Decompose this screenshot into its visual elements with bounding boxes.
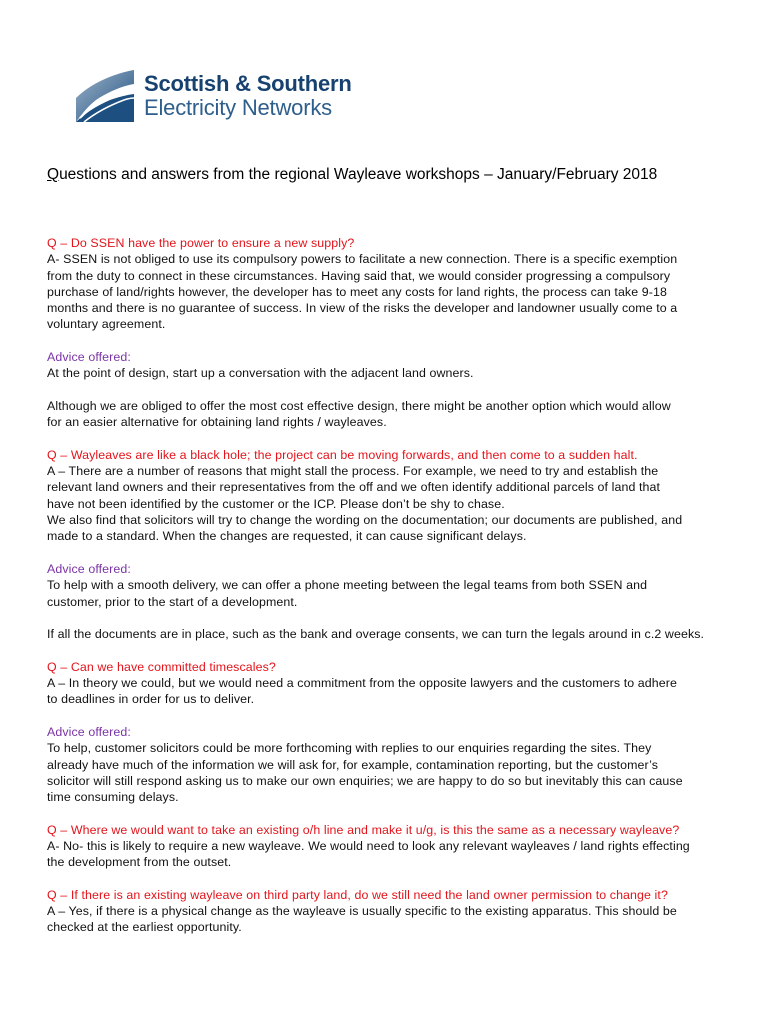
logo-line-2: Electricity Networks <box>144 95 332 120</box>
advice-line: To help with a smooth delivery, we can offer a phone meeting between the legal teams from both SSEN and <box>47 578 648 593</box>
ssen-logo <box>74 68 374 126</box>
answer-line: relevant land owners and their representatives from the off and we often identify additional parcels of land that <box>47 480 661 495</box>
advice-heading: Advice offered: <box>47 350 131 365</box>
qa-section <box>47 659 722 806</box>
question-heading: Q – Can we have committed timescales? <box>47 659 276 674</box>
question-heading: Q – If there is an existing wayleave on third party land, do we still need the land owner permission to change it? <box>47 887 668 902</box>
qa-content <box>47 235 722 936</box>
advice-line: Although we are obliged to offer the most cost effective design, there might be another option which would allow <box>47 398 671 413</box>
ssen-wave-logo-icon <box>74 68 136 124</box>
answer-line: voluntary agreement. <box>47 317 166 332</box>
answer-line: from the duty to connect in these circumstances. Having said that, we would consider progressing a compulsory <box>47 268 671 283</box>
advice-line: for an easier alternative for obtaining land rights / wayleaves. <box>47 415 387 430</box>
advice-heading: Advice offered: <box>47 724 131 739</box>
answer-line: A- No- this is likely to require a new wayleave. We would need to look any relevant wayleaves / land rights effecting <box>47 838 690 853</box>
advice-line: solicitor will still respond asking us to make our own enquiries; we are happy to do so but inevitably this can cause <box>47 773 683 788</box>
title-rest: uestions and answers from the regional Wayleave workshops – January/February 2018 <box>59 166 658 183</box>
question-heading: Q – Do SSEN have the power to ensure a new supply? <box>47 236 355 250</box>
logo-line-1: Scottish & Southern <box>144 71 352 96</box>
title-first-letter: Q <box>47 166 60 183</box>
answer-line: the development from the outset. <box>47 855 232 870</box>
answer-line: to deadlines in order for us to deliver. <box>47 692 255 707</box>
advice-line: already have much of the information we will ask for, for example, contamination reporting, but the customer’s <box>47 757 659 772</box>
advice-heading: Advice offered: <box>47 561 131 576</box>
qa-section <box>47 447 722 643</box>
answer-line: made to a standard. When the changes are requested, it can cause significant delays. <box>47 529 527 544</box>
qa-section <box>47 887 722 936</box>
advice-line: If all the documents are in place, such as the bank and overage consents, we can turn the legals around in c.2 weeks. <box>47 627 705 642</box>
answer-line: A – There are a number of reasons that might stall the process. For example, we need to try and establish the <box>47 464 659 479</box>
answer-line: A – In theory we could, but we would need a commitment from the opposite lawyers and the customers to adhere <box>47 676 677 691</box>
advice-line: At the point of design, start up a conversation with the adjacent land owners. <box>47 366 474 381</box>
answer-line: A- SSEN is not obliged to use its compulsory powers to facilitate a new connection. There is a specific exemption <box>47 252 678 267</box>
answer-line: purchase of land/rights however, the developer has to meet any costs for land rights, the process can take 9-18 <box>47 284 667 299</box>
answer-line: A – Yes, if there is a physical change as the wayleave is usually specific to the existing apparatus. This should be <box>47 904 677 919</box>
answer-line: checked at the earliest opportunity. <box>47 920 242 935</box>
advice-line: time consuming delays. <box>47 790 179 805</box>
question-heading: Q – Wayleaves are like a black hole; the project can be moving forwards, and then come to a sudden halt. <box>47 447 638 462</box>
answer-line: months and there is no guarantee of success. In view of the risks the developer and landowner usually come to a <box>47 301 678 316</box>
advice-line: To help, customer solicitors could be more forthcoming with replies to our enquiries regarding the sites. They <box>47 741 652 756</box>
answer-line: have not been identified by the customer or the ICP. Please don’t be shy to chase. <box>47 496 505 511</box>
logo-wordmark <box>144 72 352 120</box>
qa-section <box>47 822 722 871</box>
qa-section <box>47 235 722 431</box>
advice-line: customer, prior to the start of a development. <box>47 594 298 609</box>
document-title <box>47 165 727 185</box>
answer-line: We also find that solicitors will try to change the wording on the documentation; our documents are published, and <box>47 513 683 528</box>
question-heading: Q – Where we would want to take an existing o/h line and make it u/g, is this the same as a necessary wayleave? <box>47 822 680 837</box>
